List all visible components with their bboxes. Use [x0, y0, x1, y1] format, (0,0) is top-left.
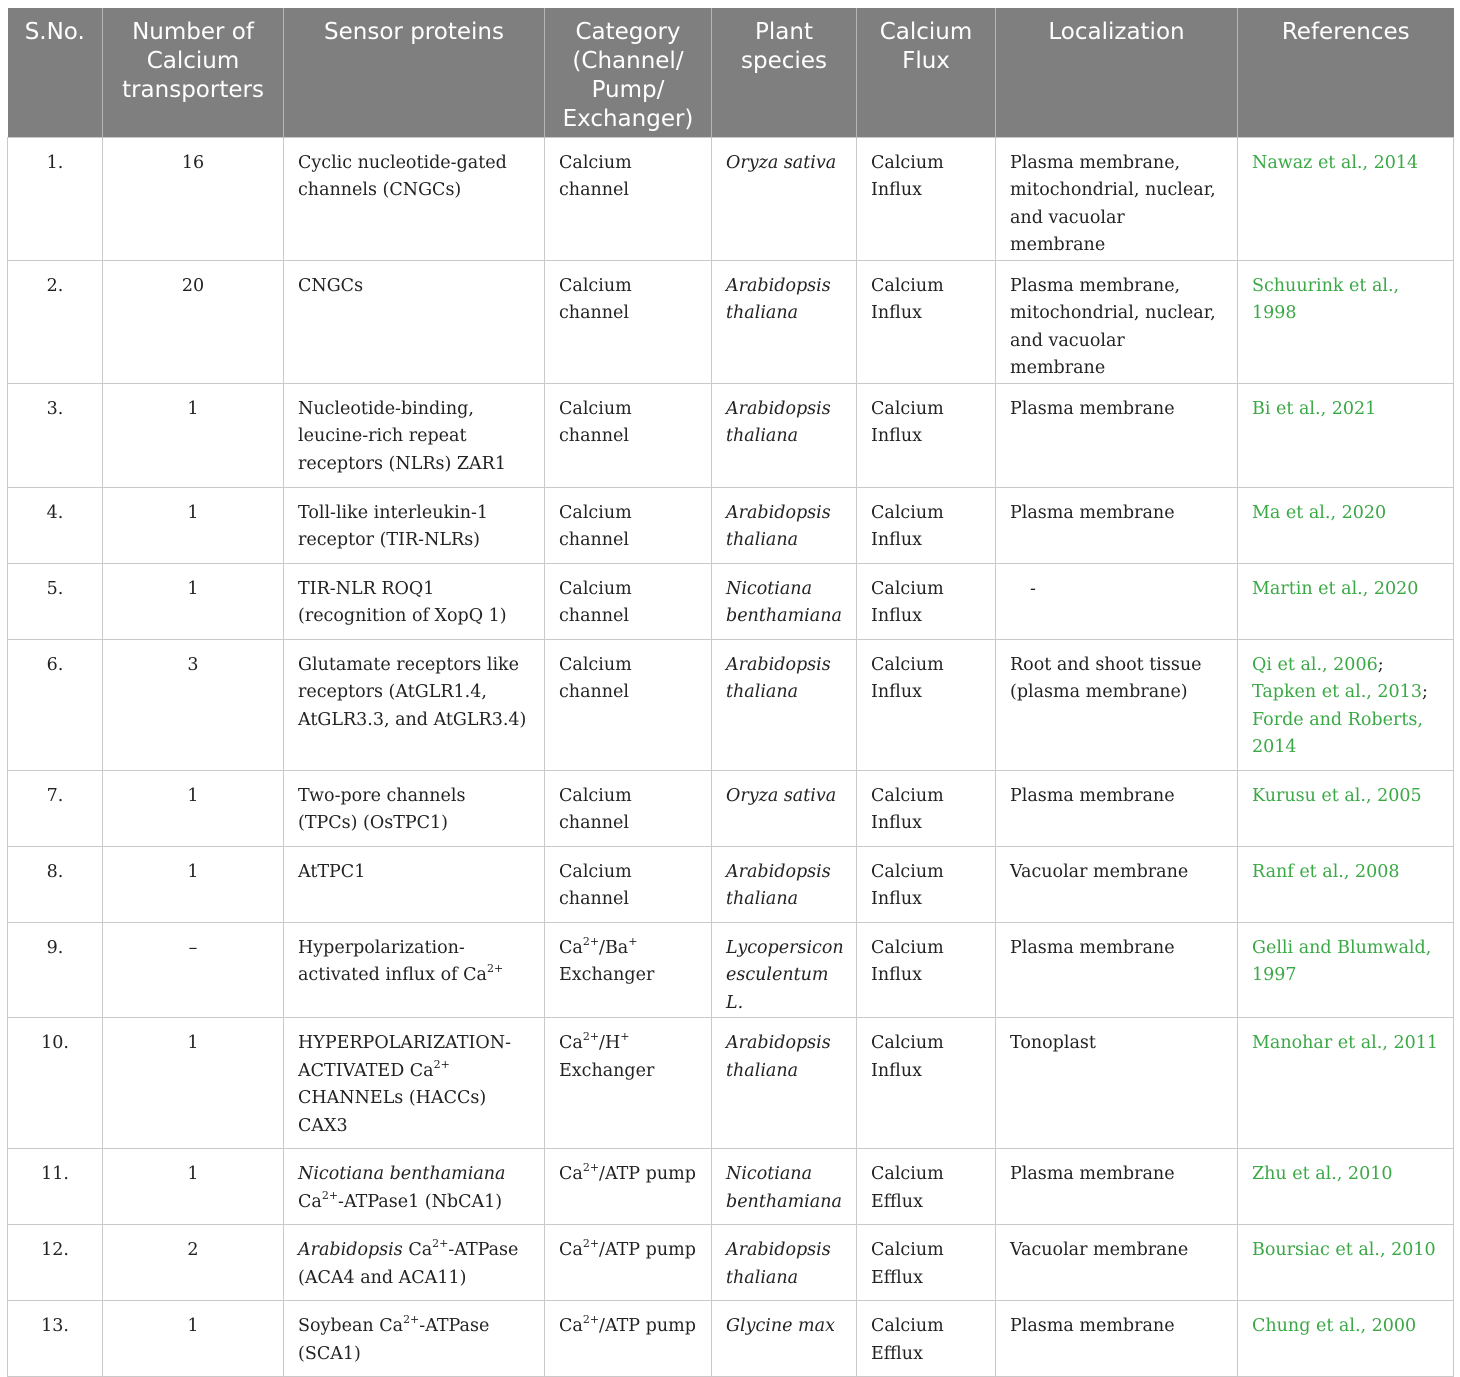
superscript: 2+ — [582, 1237, 600, 1251]
cell-sensor: Cyclic nucleotide-gated channels (CNGCs) — [284, 137, 545, 260]
cell-sno: 5. — [8, 563, 103, 639]
cell-number: 1 — [103, 770, 284, 846]
cell-reference — [1238, 639, 1454, 770]
reference-link[interactable]: Nawaz et al., 2014 — [1252, 152, 1419, 173]
cell-flux: Calcium Influx — [857, 383, 996, 487]
header-row — [8, 8, 1454, 137]
cell-sno: 2. — [8, 260, 103, 383]
table-row — [8, 260, 1454, 383]
cell-number: 3 — [103, 639, 284, 770]
cell-category: Calcium channel — [545, 563, 712, 639]
cell-reference — [1238, 383, 1454, 487]
cell-reference — [1238, 846, 1454, 922]
cell-sensor: Two-pore channels (TPCs) (OsTPC1) — [284, 770, 545, 846]
cell-category — [545, 922, 712, 1018]
reference-link[interactable]: Forde and Roberts, 2014 — [1252, 709, 1423, 757]
superscript: 2+ — [582, 934, 600, 948]
cell-flux: Calcium Efflux — [857, 1149, 996, 1225]
table-row — [8, 846, 1454, 922]
cell-localization: Plasma membrane, mitochondrial, nuclear, and vacuolar membrane — [996, 137, 1238, 260]
cell-localization: Plasma membrane — [996, 922, 1238, 1018]
cell-sno: 4. — [8, 487, 103, 563]
cell-reference — [1238, 1225, 1454, 1301]
cell-localization — [996, 563, 1238, 639]
header-references: References — [1238, 8, 1454, 137]
cell-sensor — [284, 1301, 545, 1377]
cell-number: 1 — [103, 1149, 284, 1225]
header-species: Plant species — [712, 8, 857, 137]
header-number: Number of Calcium transporters — [103, 8, 284, 137]
reference-link[interactable]: Kurusu et al., 2005 — [1252, 785, 1422, 806]
cell-sno: 10. — [8, 1018, 103, 1149]
cell-species: Arabidopsis thaliana — [712, 487, 857, 563]
cell-species: Lycopersicon esculentum L. — [712, 922, 857, 1018]
cell-localization: Plasma membrane — [996, 383, 1238, 487]
cell-sensor: AtTPC1 — [284, 846, 545, 922]
cell-species: Oryza sativa — [712, 770, 857, 846]
superscript: 2+ — [582, 1030, 600, 1044]
cell-localization: Plasma membrane — [996, 1301, 1238, 1377]
cell-category: Calcium channel — [545, 846, 712, 922]
cell-sno: 13. — [8, 1301, 103, 1377]
reference-link[interactable]: Ranf et al., 2008 — [1252, 861, 1400, 882]
cell-flux: Calcium Influx — [857, 922, 996, 1018]
cell-category: Calcium channel — [545, 770, 712, 846]
cell-species: Nicotiana benthamiana — [712, 563, 857, 639]
table-row — [8, 1301, 1454, 1377]
reference-link[interactable]: Manohar et al., 2011 — [1252, 1033, 1438, 1053]
category-text: /ATP pump — [599, 1240, 696, 1260]
table-row — [8, 563, 1454, 639]
cell-reference — [1238, 770, 1454, 846]
cell-flux: Calcium Influx — [857, 1018, 996, 1149]
table-row — [8, 487, 1454, 563]
table-row — [8, 1018, 1454, 1149]
cell-reference — [1238, 922, 1454, 1018]
table-row — [8, 1149, 1454, 1225]
table-row — [8, 770, 1454, 846]
cell-localization: Plasma membrane, mitochondrial, nuclear, and vacuolar membrane — [996, 260, 1238, 383]
category-text: Ca — [559, 1316, 583, 1336]
cell-localization: Plasma membrane — [996, 770, 1238, 846]
sensor-text: -ATPase (ACA4 and ACA11) — [298, 1240, 519, 1288]
cell-sensor: Glutamate receptors like receptors (AtGLR1.4, AtGLR3.3, and AtGLR3.4) — [284, 639, 545, 770]
localization-value: - — [1030, 578, 1036, 599]
cell-sno: 7. — [8, 770, 103, 846]
cell-species: Arabidopsis thaliana — [712, 1225, 857, 1301]
cell-flux: Calcium Influx — [857, 770, 996, 846]
cell-localization: Vacuolar membrane — [996, 846, 1238, 922]
category-text: /H — [599, 1033, 621, 1053]
category-text: Exchanger — [559, 965, 655, 985]
header-flux: Calcium Flux — [857, 8, 996, 137]
cell-category: Calcium channel — [545, 383, 712, 487]
cell-number: 2 — [103, 1225, 284, 1301]
category-text: /ATP pump — [599, 1316, 696, 1336]
header-sensor: Sensor proteins — [284, 8, 545, 137]
category-text: Ca — [559, 1033, 583, 1053]
reference-link[interactable]: Zhu et al., 2010 — [1252, 1164, 1393, 1184]
cell-sno: 9. — [8, 922, 103, 1018]
sensor-text: Hyperpolarization-activated influx of Ca — [298, 937, 487, 985]
cell-sensor: Toll-like interleukin-1 receptor (TIR-NLRs) — [284, 487, 545, 563]
cell-flux: Calcium Influx — [857, 137, 996, 260]
superscript: 2+ — [582, 1161, 600, 1175]
cell-flux: Calcium Efflux — [857, 1225, 996, 1301]
cell-category: Calcium channel — [545, 137, 712, 260]
reference-link[interactable]: Qi et al., 2006 — [1252, 654, 1378, 675]
cell-sensor — [284, 1225, 545, 1301]
cell-sensor — [284, 1018, 545, 1149]
cell-species: Oryza sativa — [712, 137, 857, 260]
category-text: /ATP pump — [599, 1164, 696, 1184]
sensor-text: CHANNELs (HACCs) CAX3 — [298, 1088, 487, 1136]
superscript: + — [620, 1030, 630, 1044]
cell-reference — [1238, 1301, 1454, 1377]
sensor-text: HYPERPOLARIZATION-ACTIVATED Ca — [298, 1033, 512, 1081]
cell-sno: 6. — [8, 639, 103, 770]
sensor-text: Ca — [402, 1240, 433, 1260]
cell-localization: Tonoplast — [996, 1018, 1238, 1149]
cell-sensor: CNGCs — [284, 260, 545, 383]
cell-sensor — [284, 922, 545, 1018]
cell-reference — [1238, 260, 1454, 383]
cell-number: 1 — [103, 383, 284, 487]
header-category: Category (Channel/ Pump/ Exchanger) — [545, 8, 712, 137]
category-text: Ca — [559, 937, 583, 958]
sensor-italic-text: Arabidopsis — [298, 1240, 403, 1260]
reference-link[interactable]: Bi et al., 2021 — [1252, 398, 1377, 419]
cell-number: – — [103, 922, 284, 1018]
cell-number: 1 — [103, 563, 284, 639]
cell-category: Calcium channel — [545, 487, 712, 563]
reference-link[interactable]: Gelli and Blumwald, 1997 — [1252, 937, 1432, 985]
cell-number: 1 — [103, 1301, 284, 1377]
superscript: + — [628, 934, 638, 948]
cell-localization: Vacuolar membrane — [996, 1225, 1238, 1301]
cell-flux: Calcium Influx — [857, 260, 996, 383]
table-row — [8, 1225, 1454, 1301]
cell-sensor: Nucleotide-binding, leucine-rich repeat receptors (NLRs) ZAR1 — [284, 383, 545, 487]
reference-separator: ; — [1377, 654, 1384, 675]
cell-reference — [1238, 1018, 1454, 1149]
superscript: 2+ — [403, 1313, 420, 1327]
header-localization: Localization — [996, 8, 1238, 137]
cell-reference — [1238, 1149, 1454, 1225]
superscript: 2+ — [432, 1237, 449, 1251]
calcium-transporters-table — [7, 8, 1454, 1377]
table-row — [8, 922, 1454, 1018]
sensor-text: -ATPase1 (NbCA1) — [338, 1191, 503, 1212]
cell-category — [545, 1301, 712, 1377]
cell-localization: Plasma membrane — [996, 487, 1238, 563]
table-row — [8, 639, 1454, 770]
cell-species: Nicotiana benthamiana — [712, 1149, 857, 1225]
cell-flux: Calcium Influx — [857, 563, 996, 639]
reference-link[interactable]: Ma et al., 2020 — [1252, 502, 1387, 523]
cell-sno: 12. — [8, 1225, 103, 1301]
cell-species: Arabidopsis thaliana — [712, 1018, 857, 1149]
cell-category — [545, 1149, 712, 1225]
cell-species: Arabidopsis thaliana — [712, 639, 857, 770]
cell-sno: 1. — [8, 137, 103, 260]
cell-category: Calcium channel — [545, 260, 712, 383]
cell-flux: Calcium Influx — [857, 639, 996, 770]
cell-localization: Root and shoot tissue (plasma membrane) — [996, 639, 1238, 770]
cell-category — [545, 1018, 712, 1149]
cell-flux: Calcium Influx — [857, 846, 996, 922]
table-header — [8, 8, 1454, 137]
superscript: 2+ — [433, 1057, 450, 1071]
cell-sno: 8. — [8, 846, 103, 922]
cell-sensor: TIR-NLR ROQ1 (recognition of XopQ 1) — [284, 563, 545, 639]
reference-link[interactable]: Tapken et al., 2013 — [1252, 682, 1422, 702]
reference-separator: ; — [1421, 682, 1428, 702]
cell-reference — [1238, 563, 1454, 639]
cell-number: 1 — [103, 846, 284, 922]
table-row — [8, 383, 1454, 487]
cell-reference — [1238, 487, 1454, 563]
cell-category: Calcium channel — [545, 639, 712, 770]
cell-number: 1 — [103, 1018, 284, 1149]
sensor-text: Ca — [298, 1191, 322, 1212]
cell-number: 16 — [103, 137, 284, 260]
cell-number: 20 — [103, 260, 284, 383]
superscript: 2+ — [582, 1313, 600, 1327]
cell-category — [545, 1225, 712, 1301]
cell-sno: 11. — [8, 1149, 103, 1225]
category-text: Exchanger — [559, 1060, 655, 1081]
cell-reference — [1238, 137, 1454, 260]
table-body — [8, 137, 1454, 1377]
cell-flux: Calcium Influx — [857, 487, 996, 563]
reference-link[interactable]: Martin et al., 2020 — [1252, 578, 1419, 599]
cell-localization: Plasma membrane — [996, 1149, 1238, 1225]
reference-link[interactable]: Chung et al., 2000 — [1252, 1316, 1417, 1336]
category-text: Ca — [559, 1164, 583, 1184]
sensor-italic-text: Nicotiana benthamiana — [298, 1164, 506, 1184]
cell-species: Arabidopsis thaliana — [712, 846, 857, 922]
header-sno: S.No. — [8, 8, 103, 137]
cell-flux: Calcium Efflux — [857, 1301, 996, 1377]
sensor-text: -ATPase (SCA1) — [298, 1316, 490, 1364]
superscript: 2+ — [486, 962, 504, 976]
reference-link[interactable]: Schuurink et al., 1998 — [1252, 275, 1400, 323]
sensor-text: Soybean Ca — [298, 1316, 404, 1336]
cell-number: 1 — [103, 487, 284, 563]
table-row — [8, 137, 1454, 260]
cell-species: Arabidopsis thaliana — [712, 260, 857, 383]
cell-sensor — [284, 1149, 545, 1225]
cell-sno: 3. — [8, 383, 103, 487]
cell-species: Glycine max — [712, 1301, 857, 1377]
cell-species: Arabidopsis thaliana — [712, 383, 857, 487]
superscript: 2+ — [321, 1188, 339, 1202]
category-text: Ca — [559, 1240, 583, 1260]
reference-link[interactable]: Boursiac et al., 2010 — [1252, 1240, 1436, 1260]
category-text: /Ba — [599, 937, 629, 958]
